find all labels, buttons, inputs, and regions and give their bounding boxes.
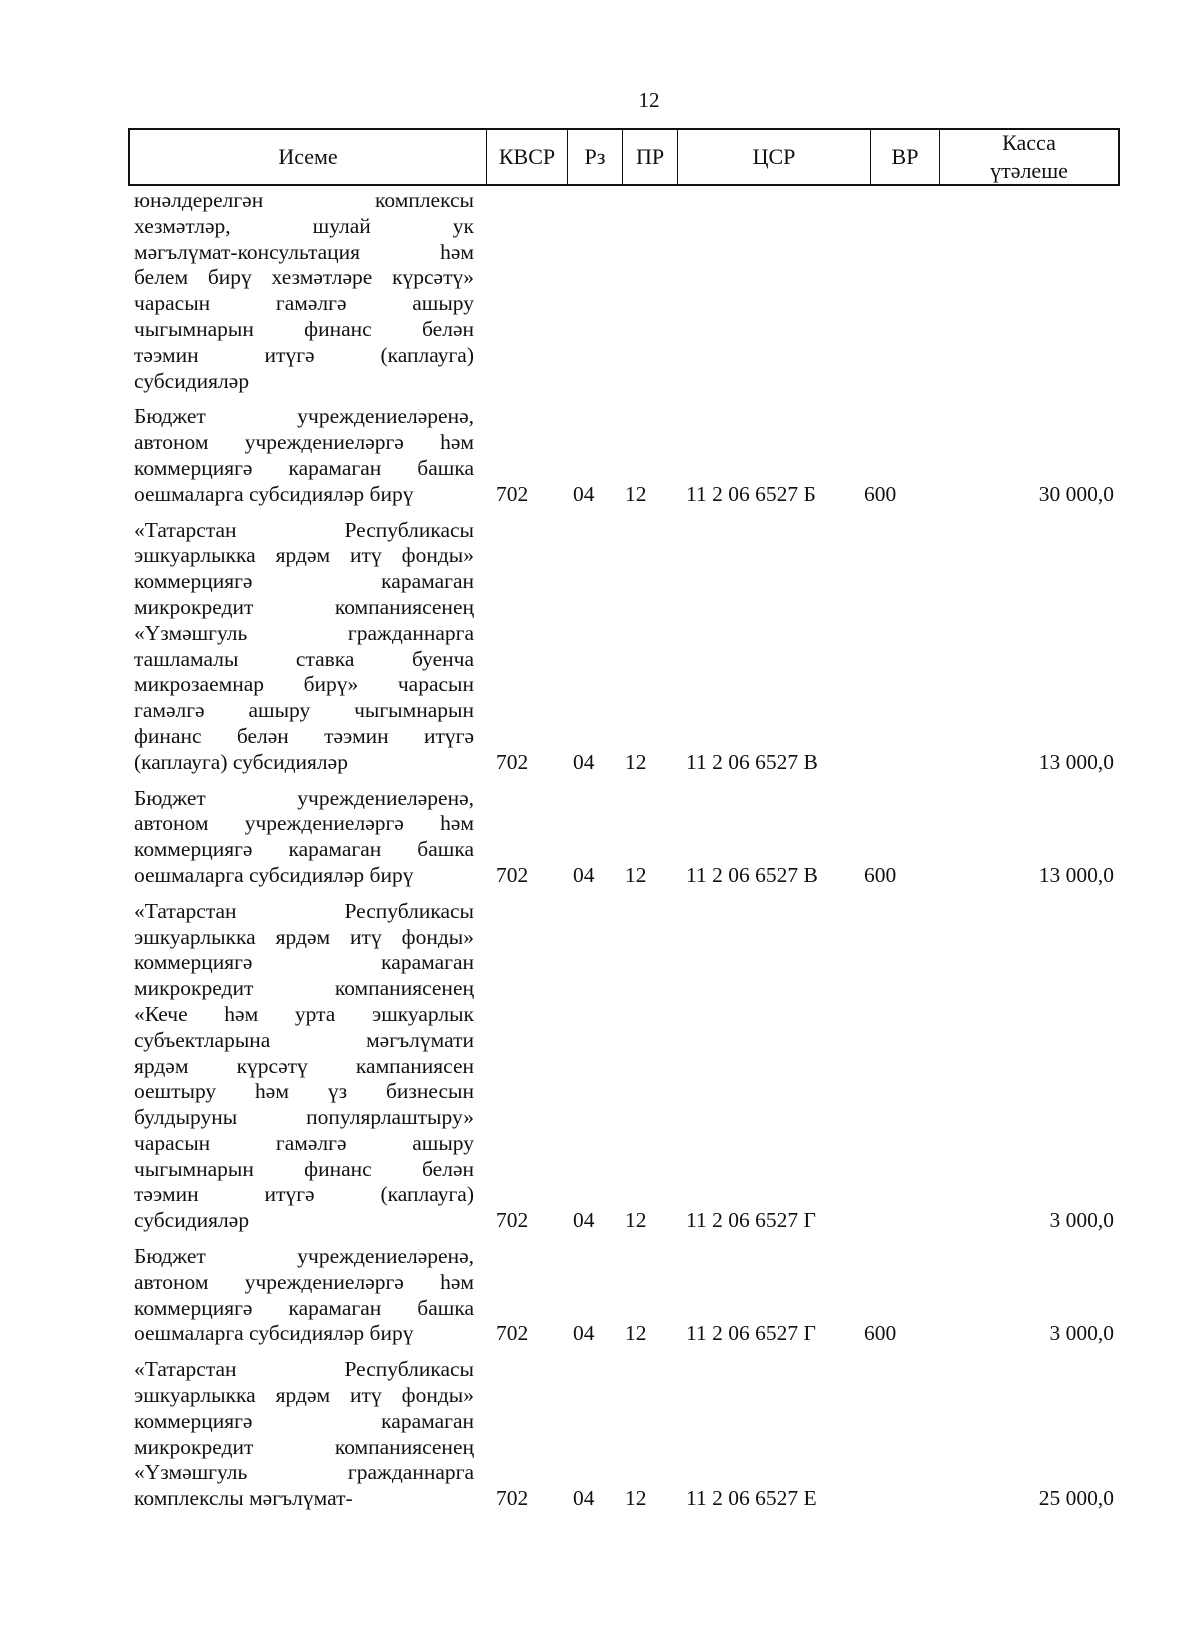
row-name-line: оешмаларга субсидияләр бирү (134, 481, 414, 506)
row-name (134, 899, 474, 1234)
row-pr: 12 (625, 1208, 647, 1233)
row-name-line: оешмаларга субсидияләр бирү (134, 1321, 414, 1346)
row-name-line: «Татарстан Республикасы (134, 1357, 474, 1382)
row-name-line: хезмәтләр, шулай ук (134, 213, 474, 238)
row-name-line: булдыруны популярлаштыру» (134, 1105, 474, 1130)
row-name-line: «Үзмәшгуль гражданнарга (134, 1460, 474, 1485)
row-rz: 04 (573, 862, 595, 887)
table-row (134, 1244, 1114, 1347)
header-kassa-line2: үтәлеше (990, 158, 1068, 183)
row-name (134, 1357, 474, 1512)
row-sum: 3 000,0 (1049, 1321, 1114, 1346)
header-name: Исеме (130, 130, 487, 184)
row-vr: 600 (864, 862, 897, 887)
row-name-line: «Кече һәм урта эшкуарлык (134, 1001, 474, 1026)
header-rz: Рз (568, 130, 623, 184)
row-csr: 11 2 06 6527 Г (686, 1208, 816, 1233)
row-kvsr: 702 (496, 1486, 529, 1511)
row-sum: 13 000,0 (1038, 862, 1114, 887)
row-name-line: чыгымнарын финанс белән (134, 1156, 474, 1181)
row-name-line: субсидияләр (134, 1208, 250, 1233)
row-kvsr: 702 (496, 1321, 529, 1346)
row-name-line: эшкуарлыкка ярдәм итү фонды» (134, 924, 474, 949)
table-row (134, 899, 1114, 1234)
row-name-line: мәгълүмат-консультация һәм (134, 239, 474, 264)
row-name-line: гамәлгә ашыру чыгымнарын (134, 698, 474, 723)
row-name-line: автоном учреждениеләргә һәм (134, 811, 474, 836)
table-row (134, 786, 1114, 889)
row-rz: 04 (573, 1208, 595, 1233)
header-kassa-line1: Касса (1002, 130, 1056, 155)
row-name-line: комплекслы мәгълүмат- (134, 1486, 353, 1511)
row-name-line: чарасын гамәлгә ашыру (134, 1130, 474, 1155)
row-csr: 11 2 06 6527 В (686, 749, 818, 774)
row-name-line: автоном учреждениеләргә һәм (134, 1269, 474, 1294)
row-name-line: микрозаемнар бирү» чарасын (134, 672, 474, 697)
row-vr: 600 (864, 481, 897, 506)
table-row (134, 188, 1114, 394)
row-name-line: тәэмин итүгә (каплауга) (134, 342, 474, 367)
row-name-line: микрокредит компаниясенең (134, 594, 474, 619)
table-header (128, 128, 1120, 186)
row-rz: 04 (573, 481, 595, 506)
row-sum: 3 000,0 (1049, 1208, 1114, 1233)
row-name (134, 404, 474, 507)
row-csr: 11 2 06 6527 В (686, 862, 818, 887)
header-kassa (940, 130, 1118, 184)
row-kvsr: 702 (496, 749, 529, 774)
row-name (134, 188, 474, 394)
row-csr: 11 2 06 6527 Б (686, 481, 816, 506)
row-name (134, 786, 474, 889)
row-name-line: коммерциягә карамаган (134, 569, 474, 594)
row-name-line: субъектларына мәгълүмати (134, 1027, 474, 1052)
row-name-line: чарасын гамәлгә ашыру (134, 291, 474, 316)
row-name-line: коммерциягә карамаган (134, 1408, 474, 1433)
header-vr: ВР (871, 130, 940, 184)
row-kvsr: 702 (496, 1208, 529, 1233)
table-body (134, 188, 1114, 1512)
row-name-line: микрокредит компаниясенең (134, 976, 474, 1001)
row-rz: 04 (573, 1321, 595, 1346)
table-row (134, 1357, 1114, 1512)
row-name-line: эшкуарлыкка ярдәм итү фонды» (134, 1383, 474, 1408)
row-rz: 04 (573, 749, 595, 774)
row-name-line: белем бирү хезмәтләре күрсәтү» (134, 265, 474, 290)
row-name-line: «Татарстан Республикасы (134, 898, 474, 923)
row-name-line: чыгымнарын финанс белән (134, 316, 474, 341)
row-rz: 04 (573, 1486, 595, 1511)
row-name-line: коммерциягә карамаган (134, 950, 474, 975)
row-pr: 12 (625, 749, 647, 774)
row-name-line: ташламалы ставка буенча (134, 646, 474, 671)
row-pr: 12 (625, 1321, 647, 1346)
row-name-line: тәэмин итүгә (каплауга) (134, 1182, 474, 1207)
row-vr: 600 (864, 1321, 897, 1346)
row-sum: 30 000,0 (1038, 481, 1114, 506)
row-name (134, 518, 474, 776)
row-name-line: Бюджет учреждениеләренә, (134, 1244, 474, 1269)
row-name-line: Бюджет учреждениеләренә, (134, 785, 474, 810)
row-pr: 12 (625, 481, 647, 506)
row-csr: 11 2 06 6527 Г (686, 1321, 816, 1346)
row-name-line: Бюджет учреждениеләренә, (134, 404, 474, 429)
row-kvsr: 702 (496, 862, 529, 887)
header-kvsr: КВСР (487, 130, 568, 184)
page-number: 12 (638, 88, 660, 112)
row-pr: 12 (625, 862, 647, 887)
row-name-line: ярдәм күрсәтү кампаниясен (134, 1053, 474, 1078)
row-name-line: коммерциягә карамаган башка (134, 1295, 474, 1320)
header-pr: ПР (623, 130, 678, 184)
row-name-line: оештыру һәм үз бизнесын (134, 1079, 474, 1104)
row-name-line: (каплауга) субсидияләр (134, 749, 348, 774)
row-name-line: эшкуарлыкка ярдәм итү фонды» (134, 543, 474, 568)
row-name-line: субсидияләр (134, 368, 250, 393)
row-name-line: коммерциягә карамаган башка (134, 455, 474, 480)
row-name-line: финанс белән тәэмин итүгә (134, 723, 474, 748)
row-name-line: оешмаларга субсидияләр бирү (134, 862, 414, 887)
row-kvsr: 702 (496, 481, 529, 506)
row-csr: 11 2 06 6527 Е (686, 1486, 817, 1511)
row-name-line: микрокредит компаниясенең (134, 1434, 474, 1459)
table-row (134, 404, 1114, 507)
table-row (134, 518, 1114, 776)
header-csr: ЦСР (678, 130, 871, 184)
row-name (134, 1244, 474, 1347)
row-name-line: «Үзмәшгуль гражданнарга (134, 620, 474, 645)
row-pr: 12 (625, 1486, 647, 1511)
row-sum: 13 000,0 (1038, 749, 1114, 774)
row-sum: 25 000,0 (1038, 1486, 1114, 1511)
row-name-line: «Татарстан Республикасы (134, 517, 474, 542)
row-name-line: юнәлдерелгән комплексы (134, 188, 474, 212)
row-name-line: автоном учреждениеләргә һәм (134, 430, 474, 455)
row-name-line: коммерциягә карамаган башка (134, 837, 474, 862)
